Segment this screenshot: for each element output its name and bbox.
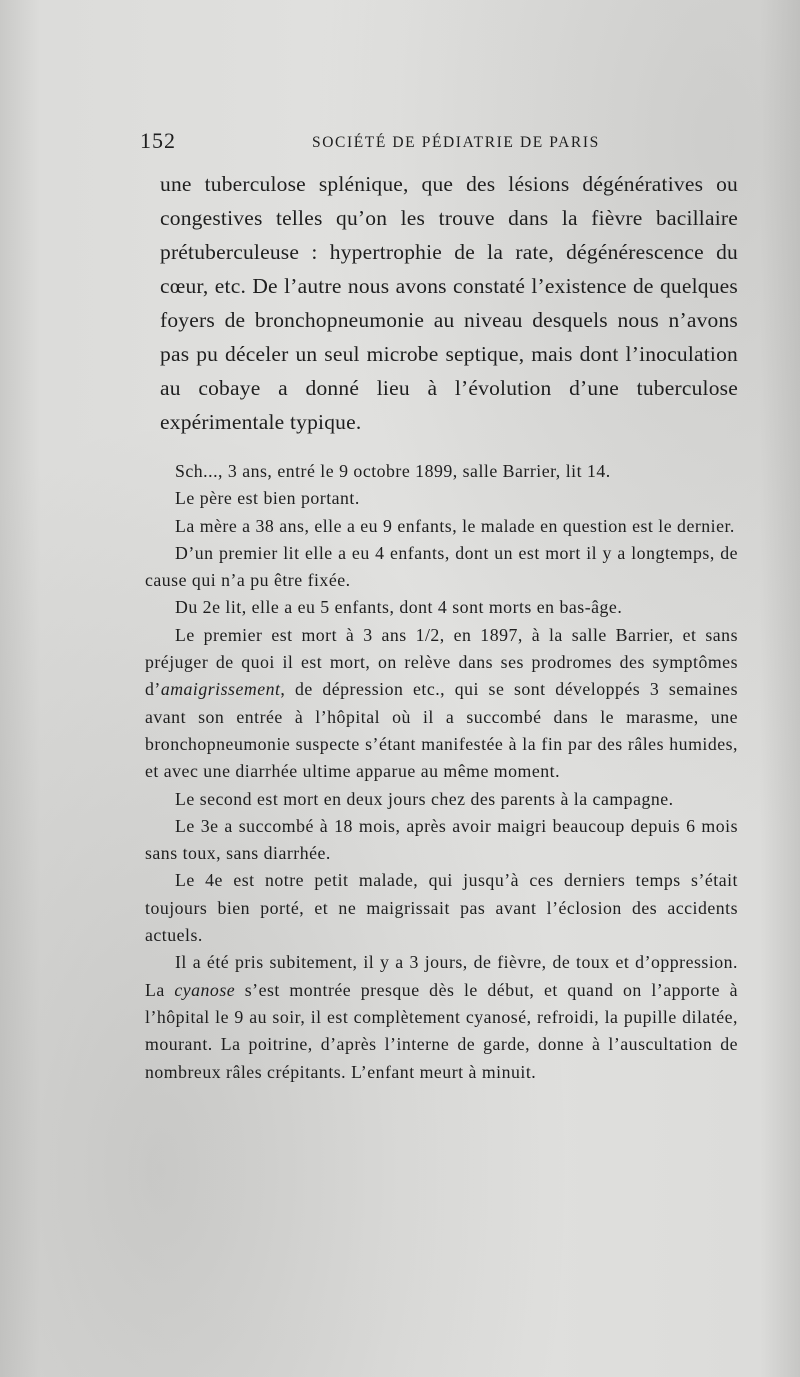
observation-paragraph: Le 3e a succombé à 18 mois, après avoir maigri beaucoup depuis 6 mois sans toux, sans diarrhée. — [145, 815, 738, 864]
observation-paragraph: D’un premier lit elle a eu 4 enfants, dont un est mort il y a longtemps, de cause qui n’a pu être fixée. — [145, 542, 738, 591]
observation-paragraph: Sch..., 3 ans, entré le 9 octobre 1899, salle Barrier, lit 14. — [175, 461, 611, 481]
observation-paragraph: La mère a 38 ans, elle a eu 9 enfants, le malade en question est le dernier. — [175, 515, 735, 536]
intro-section — [160, 167, 738, 439]
text-run: Il a été pris subitement, il y a 3 jours, de fièvre, de toux et d’oppression. La — [145, 952, 738, 1000]
text-run: s’est montrée presque dès le début, et quand on l’apporte à l’hôpital le 9 au soir, il est complètement cyanosé, refroidi, la pupille dilatée, mourant. La poitrine, d’après l’interne de garde, donne à l’auscultation de nombreux râles crépitants. L’enfant meurt à minuit. — [145, 979, 739, 1082]
page-number: 152 — [140, 128, 176, 153]
observation-paragraph: Du 2e lit, elle a eu 5 enfants, dont 4 sont morts en bas-âge. — [175, 597, 623, 618]
observation-section — [145, 458, 739, 1086]
italic-term: cyanose — [174, 979, 236, 1000]
observation-paragraph — [145, 622, 738, 786]
running-title: SOCIÉTÉ DE PÉDIATRIE DE PARIS — [312, 134, 600, 151]
page-body — [145, 167, 739, 1086]
observation-paragraph: Le père est bien portant. — [175, 488, 360, 509]
page-header — [140, 128, 640, 156]
intro-paragraph: une tuberculose splénique, que des lésions dégénératives ou congestives telles qu’on les trouve dans la fièvre bacillaire prétuberculeuse : hypertrophie de la rate, dégénérescence du cœur, etc. De l’autre nous avons constaté l’existence de quelques foyers de bronchopneumonie au niveau desquels nous n’avons pas pu déceler un seul microbe septique, mais dont l’inoculation au cobaye a donné lieu à l’évolution d’une tuberculose expérimentale typique. — [160, 172, 738, 434]
observation-paragraph: Le second est mort en deux jours chez des parents à la campagne. — [175, 788, 674, 809]
text-run: , de dépression etc., qui se sont développés 3 semaines avant son entrée à l’hôpital où il a succombé dans le marasme, une bronchopneumonie suspecte s’étant manifestée à la fin par des râles humides, et avec une diarrhée ultime apparue au même moment. — [145, 679, 738, 782]
observation-paragraph — [145, 949, 738, 1085]
text-run: Le premier est mort à 3 ans 1/2, en 1897, à la salle Barrier, et sans préjuger de quoi il est mort, on relève dans ses prodromes des symptômes d’ — [145, 624, 738, 700]
observation-paragraph: Le 4e est notre petit malade, qui jusqu’à ces derniers temps s’était toujours bien porté, et ne maigrissait pas avant l’éclosion des accidents actuels. — [145, 870, 738, 946]
italic-term: amaigrissement — [160, 679, 281, 700]
